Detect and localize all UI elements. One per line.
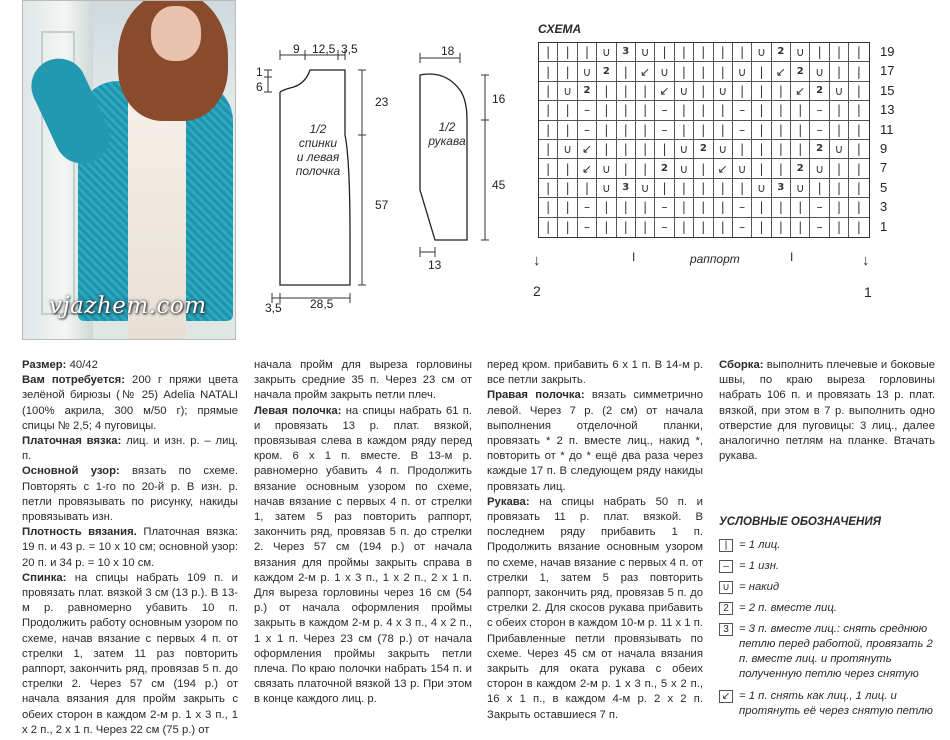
sleeve-bottom-width: 13	[428, 258, 442, 272]
chart-cell: 3	[772, 179, 791, 198]
chart-cell: |	[694, 218, 713, 237]
chart-cell: 2	[597, 62, 616, 81]
chart-cell: |	[791, 101, 810, 120]
chart-cell: |	[772, 218, 791, 237]
sleeve-top-width: 18	[441, 44, 455, 58]
legend-symbol-icon: –	[719, 560, 733, 573]
paragraph: Левая полочка: на спицы набрать 61 п. и провязать 13 р. плат. вязкой, провязывая слева в каждом ряду перед кром. 6 х 1 п. вместе. В 13-м р. равномерно убавить 4 п. Продолжить вязание основным узором по схеме, начав вязание с первых 4 п. от стрелки 1, затем 5 раз повторить раппорт, закончить ряд, провязав 5 п. до стрелки 2. Через 57 см (194 р.) от начала вязания для проймы закрыть справа в каждом 2-м р. 1 х 3 п., 1 х 2 п., 2 х 1 п. Для выреза горловины через 16 см (54 р.) от начала оформления проймы закрыть в каждом 2-м р. 4 х 3 п., 4 х 2 п., 1 х 1 п. Через 23 см (78 р.) от начала оформления проймы закрыть петли плеча. По краю полочки набрать 154 п. и связать платочной вязкой 13 р. При этом в конце каждого лиц. р.	[254, 404, 472, 706]
chart-cell: |	[849, 159, 868, 178]
chart-cell: ∪	[714, 82, 733, 101]
legend-symbol-icon: 2	[719, 602, 733, 615]
chart-cell: |	[558, 218, 577, 237]
chart-title: СХЕМА	[538, 22, 582, 36]
chart-row-number: 1	[880, 218, 888, 234]
chart-cell: ↙	[714, 159, 733, 178]
chart-cell: |	[830, 198, 849, 217]
chart-cell: 2	[791, 159, 810, 178]
chart-cell: 2	[578, 82, 597, 101]
chart-cell: |	[694, 62, 713, 81]
chart-cell: |	[539, 121, 558, 140]
paragraph-heading: Плотность вязания.	[22, 526, 137, 539]
body-height-2: 57	[375, 198, 389, 212]
legend-item	[719, 580, 939, 595]
chart-cell: |	[675, 101, 694, 120]
legend-text: = накид	[739, 581, 780, 593]
chart-cell: |	[617, 218, 636, 237]
chart-cell: |	[830, 43, 849, 62]
legend-symbol-icon: ↙	[719, 690, 733, 703]
paragraph: Основной узор: вязать по схеме. Повторять с 1-го по 20-й р. В изн. р. петли провязывать по рисунку, накиды провязывать изн.	[22, 465, 238, 524]
chart-cell: |	[578, 43, 597, 62]
repeat-label: раппорт	[690, 252, 740, 266]
chart-cell: |	[752, 198, 771, 217]
paragraph: перед кром. прибавить 6 х 1 п. В 14-м р. все петли закрыть.	[487, 359, 703, 387]
body-width-1: 9	[293, 42, 300, 56]
chart-cell: ∪	[752, 43, 771, 62]
arrow-1-label: 1	[864, 284, 872, 300]
body-width-3: 3,5	[341, 42, 358, 56]
chart-cell: ↙	[636, 62, 655, 81]
chart-cell: |	[617, 198, 636, 217]
chart-cell: ↙	[655, 82, 674, 101]
chart-row-number: 19	[880, 44, 895, 59]
chart-cell: |	[617, 121, 636, 140]
chart-cell: |	[791, 140, 810, 159]
legend-item	[719, 559, 939, 574]
body-height-1: 23	[375, 95, 389, 109]
chart-cell: |	[694, 179, 713, 198]
chart-row-number: 11	[880, 121, 894, 137]
chart-cell: |	[617, 101, 636, 120]
site-watermark: vjazhem.com	[49, 293, 207, 319]
chart-cell: |	[636, 198, 655, 217]
chart-cell: –	[733, 121, 752, 140]
chart-cell: |	[636, 121, 655, 140]
chart-row-number: 13	[880, 102, 895, 118]
chart-cell: –	[655, 121, 674, 140]
chart-row-number: 17	[880, 63, 895, 79]
paragraph: Вам потребуется: 200 г пряжи цвета зелёной бирюзы (№ 25) Adelia NATALI (100% акрила, 300 м/50 г); прямые спицы № 2,5; 4 пуговицы.	[22, 374, 238, 432]
chart-cell: |	[733, 82, 752, 101]
chart-cell: |	[752, 121, 771, 140]
chart-cell: |	[539, 62, 558, 81]
paragraph: Плотность вязания. Платочная вязка: 19 п. и 43 р. = 10 х 10 см; основной узор: 20 п. и 34 р. = 10 х 10 см.	[22, 526, 238, 569]
chart-cell: |	[849, 101, 868, 120]
chart-cell: 2	[694, 140, 713, 159]
chart-cell: |	[849, 198, 868, 217]
chart-cell: |	[830, 159, 849, 178]
sleeve-diagram-label: 1/2 рукава	[428, 120, 466, 148]
chart-cell: |	[617, 159, 636, 178]
sleeve-height-2: 45	[492, 178, 506, 192]
chart-cell: |	[539, 101, 558, 120]
chart-row-number: 7	[880, 160, 888, 176]
chart-cell: |	[752, 140, 771, 159]
chart-cell: ↙	[772, 62, 791, 81]
chart-cell: ∪	[597, 159, 616, 178]
chart-cell: ↙	[578, 159, 597, 178]
legend-text: = 1 изн.	[739, 560, 780, 572]
chart-cell: –	[655, 101, 674, 120]
chart-cell: |	[675, 198, 694, 217]
body-bottom-1: 3,5	[265, 301, 282, 315]
chart-cell: |	[558, 101, 577, 120]
paragraph: Рукава: на спицы набрать 50 п. и провязать 11 р. плат. вязкой. В последнем ряду прибавить 1 п. Продолжить вязание основным узором по схеме, начав вязание с первых 4 п. от стрелки 1, затем 5 раз повторить раппорт, закончить ряд, провязав 5 п. до стрелки 2. Для скосов рукава прибавить с обеих сторон в каждом 10-м р. 11 х 1 п. Прибавленные петли провязывать по схеме. Через 45 см от начала вязания закрыть для оката рукава с обеих сторон в каждом 2-м р. 1 х 3 п., 5 х 2 п., 16 х 1 п., в каждом 4-м р. 2 х 2 п. Закрыть оставшиеся 7 п.	[487, 495, 703, 721]
chart-cell: |	[791, 121, 810, 140]
chart-cell: |	[714, 218, 733, 237]
chart-cell: ∪	[791, 43, 810, 62]
chart-cell: ∪	[675, 140, 694, 159]
chart-cell: |	[830, 121, 849, 140]
chart-cell: |	[694, 159, 713, 178]
chart-cell: |	[694, 198, 713, 217]
chart-cell: |	[733, 179, 752, 198]
chart-cell: |	[636, 159, 655, 178]
chart-cell: |	[675, 62, 694, 81]
chart-cell: |	[849, 62, 868, 81]
neck-mark-1: 1	[256, 65, 263, 79]
chart-cell: |	[539, 218, 558, 237]
chart-cell: ∪	[791, 179, 810, 198]
chart-cell: ∪	[675, 82, 694, 101]
chart-cell: |	[752, 62, 771, 81]
text-column-1	[22, 358, 238, 738]
chart-cell: –	[578, 198, 597, 217]
chart-cell: 2	[810, 140, 829, 159]
chart-cell: |	[714, 62, 733, 81]
body-bottom-2: 28,5	[310, 297, 334, 311]
arrow-2-icon: ↓	[533, 252, 541, 269]
text-column-4	[719, 358, 935, 464]
chart-cell: ∪	[597, 43, 616, 62]
chart-cell: ∪	[714, 140, 733, 159]
chart-cell: –	[810, 121, 829, 140]
chart-cell: |	[714, 198, 733, 217]
legend-text: = 2 п. вместе лиц.	[739, 602, 837, 614]
chart-cell: |	[617, 140, 636, 159]
paragraph-heading: Размер:	[22, 359, 67, 371]
chart-cell: |	[597, 121, 616, 140]
sleeve-height-1: 16	[492, 92, 506, 106]
chart-cell: |	[810, 179, 829, 198]
chart-cell: |	[772, 140, 791, 159]
body-diagram-label: 1/2 спинки и левая полочка	[295, 122, 341, 178]
chart-cell: |	[636, 140, 655, 159]
chart-cell: |	[830, 179, 849, 198]
chart-cell: 2	[810, 82, 829, 101]
chart-cell: |	[810, 43, 829, 62]
chart-cell: |	[791, 198, 810, 217]
paragraph-heading: Вам потребуется:	[22, 374, 125, 387]
chart-cell: 3	[617, 43, 636, 62]
chart-cell: –	[578, 121, 597, 140]
legend-symbol-icon: |	[719, 539, 733, 552]
chart-cell: |	[675, 43, 694, 62]
chart-cell: |	[830, 218, 849, 237]
chart-cell: –	[733, 218, 752, 237]
paragraph: Спинка: на спицы набрать 109 п. и провязать плат. вязкой 3 см (13 р.). В 13-м р. равномерно убавить 10 п. Продолжить работу основным узором по схеме, начав вязание с первых 4 п. от стрелки 1, затем 11 раз повторить раппорт, закончить ряд, провязав 5 п. до стрелки 2. Через 57 см (194 р.) от начала вязания для пройм закрыть с обеих сторон в каждом 2-м р. 1 х 3 п., 1 х 2 п., 2 х 1 п. Через 22 см (75 р.) от	[22, 571, 238, 736]
chart-cell: |	[849, 43, 868, 62]
chart-cell: |	[675, 218, 694, 237]
chart-cell: |	[694, 121, 713, 140]
chart-cell: |	[578, 179, 597, 198]
chart-cell: 2	[655, 159, 674, 178]
chart-cell: |	[675, 121, 694, 140]
chart-cell: |	[636, 82, 655, 101]
chart-cell: |	[558, 43, 577, 62]
chart-cell: ∪	[752, 179, 771, 198]
chart-cell: ∪	[810, 62, 829, 81]
chart-cell: |	[714, 101, 733, 120]
paragraph-heading: Сборка:	[719, 359, 764, 371]
stitch-chart-grid	[538, 42, 870, 238]
chart-cell: |	[655, 179, 674, 198]
chart-cell: ∪	[597, 179, 616, 198]
chart-cell: –	[578, 101, 597, 120]
paragraph-heading: Левая полочка:	[254, 404, 342, 417]
repeat-end-mark: I	[790, 250, 794, 264]
chart-cell: |	[558, 179, 577, 198]
chart-cell: ∪	[655, 62, 674, 81]
chart-cell: ↙	[791, 82, 810, 101]
chart-cell: |	[733, 43, 752, 62]
chart-cell: |	[752, 82, 771, 101]
chart-cell: |	[558, 198, 577, 217]
chart-cell: ∪	[830, 82, 849, 101]
chart-cell: |	[597, 218, 616, 237]
chart-cell: |	[597, 140, 616, 159]
legend-symbol-icon: 3	[719, 623, 733, 636]
model-photo	[22, 0, 236, 340]
chart-cell: –	[810, 101, 829, 120]
chart-cell: –	[578, 218, 597, 237]
chart-cell: |	[856, 220, 861, 235]
chart-cell: |	[849, 82, 868, 101]
chart-cell: |	[636, 218, 655, 237]
chart-cell: ∪	[558, 82, 577, 101]
chart-cell: |	[539, 198, 558, 217]
chart-cell: |	[772, 198, 791, 217]
paragraph-heading: Основной узор:	[22, 465, 120, 478]
chart-cell: –	[655, 218, 674, 237]
legend-text: = 1 лиц.	[739, 539, 781, 551]
chart-cell: |	[597, 101, 616, 120]
chart-cell: |	[558, 121, 577, 140]
chart-cell: |	[830, 101, 849, 120]
chart-row-number: 3	[880, 199, 888, 215]
chart-cell: |	[617, 62, 636, 81]
chart-cell: ∪	[558, 140, 577, 159]
chart-cell: ∪	[733, 62, 752, 81]
chart-cell: |	[849, 140, 868, 159]
paragraph: Размер: 40/42	[22, 359, 98, 371]
chart-cell: |	[694, 43, 713, 62]
sleeve-pattern-diagram	[405, 40, 510, 280]
chart-cell: 3	[617, 179, 636, 198]
chart-cell: |	[772, 82, 791, 101]
chart-row-number: 15	[880, 82, 895, 98]
chart-cell: –	[733, 101, 752, 120]
chart-cell: |	[655, 140, 674, 159]
chart-cell: |	[539, 159, 558, 178]
chart-cell: –	[655, 198, 674, 217]
chart-row-number: 5	[880, 179, 888, 195]
paragraph-heading: Правая полочка:	[487, 389, 585, 402]
chart-cell: |	[617, 82, 636, 101]
legend-title: УСЛОВНЫЕ ОБОЗНАЧЕНИЯ	[719, 516, 881, 528]
chart-cell: |	[849, 179, 868, 198]
legend-item	[719, 622, 939, 682]
chart-cell: –	[810, 218, 829, 237]
chart-cell: ↙	[578, 140, 597, 159]
legend-item	[719, 689, 939, 719]
chart-cell: |	[752, 218, 771, 237]
chart-cell: |	[791, 218, 810, 237]
chart-cell: |	[714, 121, 733, 140]
paragraph: Правая полочка: вязать симметрично левой. Через 7 р. (2 см) от начала выполнения отделочной планки, провязать * 2 п. вместе лиц., накид *, повторить от * до * ещё два раза через каждые 17 п. В следующем ряду накиды провязать лиц.	[487, 389, 703, 493]
chart-cell: ∪	[830, 140, 849, 159]
legend-symbol-icon: ∪	[719, 581, 733, 594]
legend-text: = 3 п. вместе лиц.: снять среднюю петлю перед работой, провязать 2 п. вместе лиц. и протянуть полученную петлю через снятую	[739, 623, 933, 680]
chart-cell: |	[714, 179, 733, 198]
chart-cell: |	[694, 82, 713, 101]
body-pattern-diagram	[250, 40, 400, 320]
chart-cell: |	[539, 140, 558, 159]
chart-cell: |	[539, 82, 558, 101]
paragraph: Платочная вязка: лиц. и изн. р. – лиц. п.	[22, 435, 238, 463]
text-column-3	[487, 358, 703, 723]
chart-cell: –	[810, 198, 829, 217]
chart-cell: 2	[772, 43, 791, 62]
model-face	[151, 6, 201, 61]
chart-cell: 2	[791, 62, 810, 81]
chart-cell: |	[558, 62, 577, 81]
repeat-start-mark: I	[632, 250, 636, 264]
paragraph: начала пройм для выреза горловины закрыть средние 35 п. Через 23 см от начала пройм закрыть петли плеч.	[254, 359, 472, 402]
chart-cell: |	[597, 82, 616, 101]
chart-cell: |	[752, 101, 771, 120]
paragraph: Сборка: выполнить плечевые и боковые швы, по краю выреза горловины набрать 106 п. и провязать 13 р. плат. вязкой, при этом в 7 р. выполнить одно отверстие для пуговицы: 3 лиц., далее аналогично петлям на планке. Втачать рукава.	[719, 359, 935, 463]
chart-cell: |	[772, 121, 791, 140]
chart-row-number: 9	[880, 141, 888, 156]
chart-cell: |	[772, 101, 791, 120]
chart-cell: |	[558, 159, 577, 178]
chart-cell: ∪	[578, 62, 597, 81]
legend-text: = 1 п. снять как лиц., 1 лиц. и протянуть её через снятую петлю	[739, 690, 933, 717]
chart-cell: |	[849, 121, 868, 140]
chart-cell: |	[752, 159, 771, 178]
neck-mark-2: 6	[256, 80, 263, 94]
chart-cell: |	[772, 159, 791, 178]
legend-item	[719, 538, 939, 553]
chart-cell: |	[539, 179, 558, 198]
chart-cell: ∪	[675, 159, 694, 178]
chart-cell: ∪	[810, 159, 829, 178]
chart-cell: |	[830, 62, 849, 81]
chart-cell: |	[694, 101, 713, 120]
chart-cell: ∪	[636, 179, 655, 198]
paragraph-heading: Спинка:	[22, 571, 67, 584]
legend-item	[719, 601, 939, 616]
chart-cell: ∪	[733, 159, 752, 178]
arrow-1-icon: ↓	[862, 252, 870, 269]
chart-cell: –	[733, 198, 752, 217]
chart-cell: |	[714, 43, 733, 62]
text-column-2	[254, 358, 472, 708]
chart-cell: ∪	[636, 43, 655, 62]
chart-cell: |	[655, 43, 674, 62]
chart-cell: |	[733, 140, 752, 159]
paragraph-heading: Рукава:	[487, 495, 530, 508]
body-width-2: 12,5	[312, 42, 336, 56]
chart-cell: |	[675, 179, 694, 198]
chart-cell: |	[539, 43, 558, 62]
arrow-2-label: 2	[533, 283, 541, 299]
paragraph-heading: Платочная вязка:	[22, 435, 122, 448]
chart-cell: |	[636, 101, 655, 120]
chart-cell: |	[597, 198, 616, 217]
